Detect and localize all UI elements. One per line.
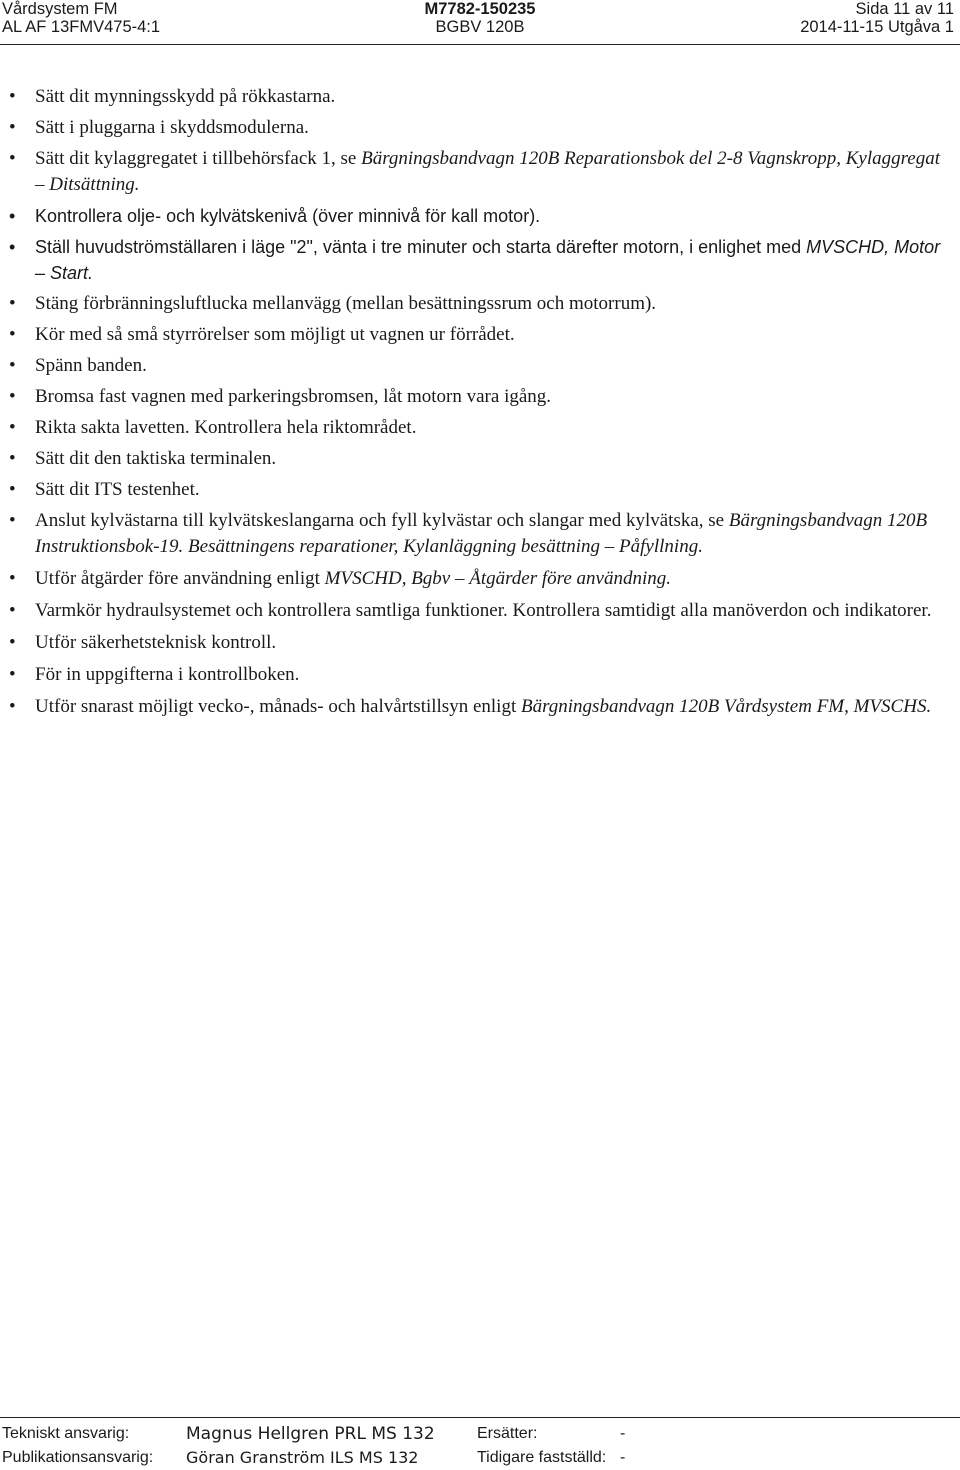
- header-page: Sida 11 av 11: [855, 0, 954, 18]
- footer-row-1: [0, 1422, 960, 1446]
- reference-text: Bärgningsbandvagn 120B Reparationsbok del 2-8 Vagnskropp, Kylaggregat – Ditsättning.: [35, 148, 941, 195]
- header-doc-number: M7782-150235: [424, 0, 536, 18]
- reference-text: MVSCHD, Motor – Start.: [35, 237, 941, 283]
- list-item: • Sätt dit mynningsskydd på rökkastarna.: [0, 84, 960, 110]
- list-item: • För in uppgifterna i kontrollboken.: [0, 662, 960, 688]
- reference-text: Bärgningsbandvagn 120B Instruktionsbok-19. Besättningens reparationer, Kylanläggning besättning – Påfyllning.: [35, 510, 928, 557]
- bullet-icon: •: [9, 355, 16, 376]
- replaces-value: -: [620, 1425, 626, 1442]
- list-item: • Anslut kylvästarna till kylvätskeslangarna och fyll kylvästar och slangar med kylvätska, se Bärgningsbandvagn 120B Instruktionsbok-19. Besättningens reparationer, Kylanläggning besättning – Påfyllning.: [9, 510, 928, 557]
- list-item: • Kontrollera olje- och kylvätskenivå (över minnivå för kall motor).: [0, 203, 960, 229]
- bullet-icon: •: [9, 148, 16, 169]
- header-vehicle: BGBV 120B: [435, 18, 525, 36]
- bullet-icon: •: [9, 664, 16, 685]
- bullet-icon: •: [9, 696, 16, 717]
- instruction-list-container: [0, 84, 960, 726]
- bullet-icon: •: [9, 117, 16, 138]
- header-date-edition: 2014-11-15 Utgåva 1: [800, 18, 954, 36]
- page-header: [0, 0, 960, 46]
- list-item: • Sätt dit kylaggregatet i tillbehörsfack 1, se Bärgningsbandvagn 120B Reparationsbok del 2-8 Vagnskropp, Kylaggregat – Ditsättning.: [9, 148, 941, 195]
- replaces-label: Ersätter:: [477, 1425, 538, 1442]
- tech-responsible-name: Magnus Hellgren PRL MS 132: [186, 1424, 435, 1444]
- bullet-icon: •: [9, 386, 16, 407]
- list-item: • Sätt dit den taktiska terminalen.: [0, 446, 960, 472]
- bullet-icon: •: [9, 293, 16, 314]
- footer-row-2: [0, 1446, 960, 1470]
- list-item: • Spänn banden.: [0, 353, 960, 379]
- reference-text: Bärgningsbandvagn 120B Vårdsystem FM, MVSCHS.: [520, 696, 932, 717]
- bullet-icon: •: [9, 600, 16, 621]
- instruction-list: [0, 84, 960, 720]
- page-footer: [0, 1417, 960, 1469]
- bullet-icon: •: [9, 568, 16, 589]
- publication-responsible-label: Publikationsansvarig:: [2, 1449, 154, 1466]
- list-item: • Utför snarast möjligt vecko-, månads- och halvårtstillsyn enligt Bärgningsbandvagn 120B Vårdsystem FM, MVSCHS.: [0, 694, 960, 720]
- previously-approved-label: Tidigare fastställd:: [477, 1449, 607, 1466]
- list-item: • Utför säkerhetsteknisk kontroll.: [0, 630, 960, 656]
- bullet-icon: •: [9, 237, 16, 257]
- bullet-icon: •: [9, 324, 16, 345]
- list-item: • Sätt i pluggarna i skyddsmodulerna.: [0, 115, 960, 141]
- bullet-icon: •: [9, 632, 16, 653]
- header-row-2: [0, 16, 960, 38]
- previously-approved-value: -: [620, 1449, 626, 1466]
- bullet-icon: •: [9, 479, 16, 500]
- list-item: • Ställ huvudströmställaren i läge "2", vänta i tre minuter och starta därefter motorn, i enlighet med MVSCHD, Motor – Start.: [0, 234, 960, 286]
- list-item: • Stäng förbränningsluftlucka mellanvägg (mellan besättningssrum och motorrum).: [0, 291, 960, 317]
- publication-responsible-name: Göran Granström ILS MS 132: [186, 1448, 419, 1467]
- list-item: • Kör med så små styrrörelser som möjligt ut vagnen ur förrådet.: [0, 322, 960, 348]
- bullet-icon: •: [9, 206, 16, 226]
- header-divider: [0, 44, 960, 45]
- list-item: • Rikta sakta lavetten. Kontrollera hela riktområdet.: [0, 415, 960, 441]
- bullet-icon: •: [9, 86, 16, 107]
- list-item: • Utför åtgärder före användning enligt MVSCHD, Bgbv – Åtgärder före användning.: [0, 566, 960, 592]
- bullet-icon: •: [9, 510, 16, 531]
- tech-responsible-label: Tekniskt ansvarig:: [2, 1425, 130, 1442]
- reference-text: MVSCHD, Bgbv – Åtgärder före användning.: [324, 568, 671, 589]
- header-ref: AL AF 13FMV475-4:1: [2, 18, 161, 36]
- header-system: Vårdsystem FM: [2, 0, 118, 18]
- list-item: • Varmkör hydraulsystemet och kontrollera samtliga funktioner. Kontrollera samtidigt alla manöverdon och indikatorer.: [0, 598, 960, 624]
- bullet-icon: •: [9, 417, 16, 438]
- list-item: • Bromsa fast vagnen med parkeringsbromsen, låt motorn vara igång.: [0, 384, 960, 410]
- list-item: • Sätt dit ITS testenhet.: [0, 477, 960, 503]
- bullet-icon: •: [9, 448, 16, 469]
- footer-divider: [0, 1417, 960, 1418]
